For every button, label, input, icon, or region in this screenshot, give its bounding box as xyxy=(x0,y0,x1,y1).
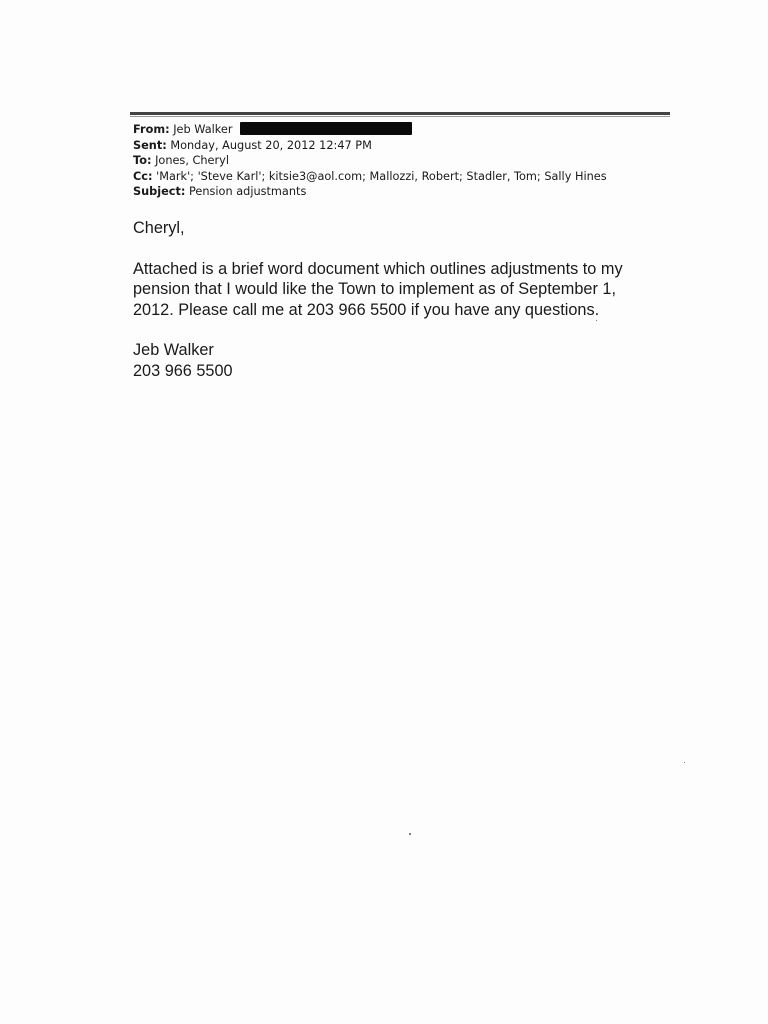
cc-label: Cc: xyxy=(133,169,153,183)
scan-speck xyxy=(684,762,685,763)
signature-phone: 203 966 5500 xyxy=(133,361,233,380)
subject-value: Pension adjustmants xyxy=(189,185,307,198)
cc-line xyxy=(133,169,673,185)
cc-value: 'Mark'; 'Steve Karl'; kitsie3@aol.com; Mallozzi, Robert; Stadler, Tom; Sally Hines xyxy=(156,169,607,183)
message-paragraph xyxy=(133,259,693,321)
email-body xyxy=(133,218,693,381)
to-line xyxy=(133,153,673,169)
message-line: pension that I would like the Town to implement as of September 1, xyxy=(133,280,616,298)
to-value: Jones, Cheryl xyxy=(155,154,229,167)
subject-label: Subject: xyxy=(133,185,186,198)
header-divider xyxy=(130,112,670,115)
from-line xyxy=(133,122,673,138)
sent-value: Monday, August 20, 2012 12:47 PM xyxy=(170,138,372,152)
scan-speck xyxy=(596,320,597,321)
redaction-bar xyxy=(240,122,412,135)
from-label: From: xyxy=(133,123,170,136)
sent-line xyxy=(133,138,673,154)
message-line: Attached is a brief word document which outlines adjustments to my xyxy=(133,259,623,278)
email-headers xyxy=(133,122,673,200)
scan-speck xyxy=(409,833,411,835)
to-label: To: xyxy=(133,154,152,167)
sent-label: Sent: xyxy=(133,138,167,152)
from-value: Jeb Walker xyxy=(173,123,233,136)
signature-name: Jeb Walker xyxy=(133,341,214,359)
subject-line xyxy=(133,184,673,200)
message-line: 2012. Please call me at 203 966 5500 if you have any questions. xyxy=(133,300,600,319)
header-divider-shadow xyxy=(130,116,670,117)
greeting: Cheryl, xyxy=(133,219,185,237)
